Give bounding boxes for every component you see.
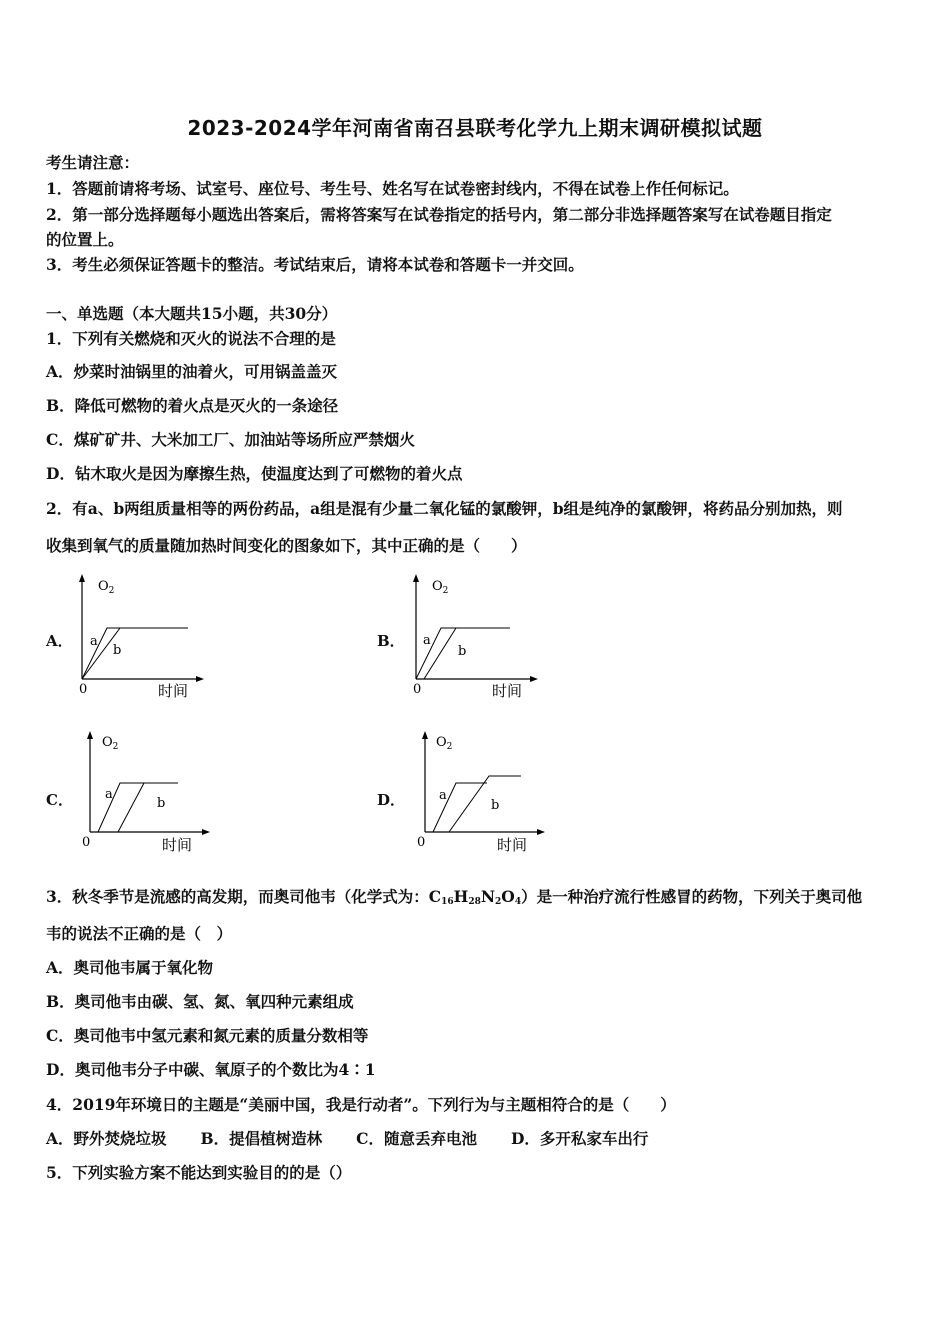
origin-label: 0 [413, 682, 422, 697]
graph-c-option-label: C． [46, 791, 73, 809]
curve-b-label: b [113, 643, 122, 658]
curve-a-label: a [90, 634, 98, 649]
question-3-option: B．奥司他韦由碳、氢、氮、氧四种元素组成 [46, 992, 354, 1011]
origin-label: 0 [417, 835, 426, 850]
question-1-option: D．钻木取火是因为摩擦生热，使温度达到了可燃物的着火点 [46, 464, 463, 483]
x-axis-arrow [537, 829, 545, 835]
y-axis-arrow [79, 574, 85, 582]
question-5-stem: 5．下列实验方案不能达到实验目的的是（） [46, 1163, 352, 1182]
graph-b-svg [404, 572, 554, 702]
y-label: $O_2$ [432, 579, 449, 596]
question-3-option: D．奥司他韦分子中碳、氧原子的个数比为4∶1 [46, 1060, 376, 1079]
curve-a-label: a [105, 787, 113, 802]
curve-a [82, 628, 188, 679]
graph-d-svg [413, 729, 563, 859]
question-4-option: D．多开私家车出行 [510, 1129, 649, 1148]
question-1-stem: 1．下列有关燃烧和灭火的说法不合理的是 [46, 329, 336, 348]
curve-a-label: a [423, 633, 431, 648]
question-2-stem: 收集到氧气的质量随加热时间变化的图象如下，其中正确的是（ ） [46, 536, 527, 555]
x-axis-arrow [202, 829, 210, 835]
question-3-stem: 3．秋冬季节是流感的高发期，而奥司他韦（化学式为：$C_{16}H_{28}N_2O_4$）是一种治疗流行性感冒的药物，下列关于奥司他 [46, 887, 863, 907]
question-4-option: A．野外焚烧垃圾 [46, 1129, 167, 1148]
x-label: 时间 [158, 682, 189, 700]
graph-a [70, 572, 220, 706]
chemical-formula: $C_{16}H_{28}N_2O_4$ [428, 887, 522, 907]
x-label: 时间 [162, 836, 193, 854]
x-axis-arrow [530, 676, 538, 682]
question-3-stem: 韦的说法不正确的是（ ） [46, 924, 233, 943]
curve-a-label: a [439, 788, 447, 803]
graph-b [404, 572, 554, 706]
y-label: $O_2$ [436, 735, 453, 752]
curve-b-label: b [458, 644, 467, 659]
graph-b-option-label: B． [377, 632, 405, 650]
curve-b-label: b [157, 796, 166, 811]
y-axis-arrow [422, 731, 428, 739]
graph-a-option-label: A． [46, 632, 73, 650]
notice-item: 2．第一部分选择题每小题选出答案后，需将答案写在试卷指定的括号内，第二部分非选择题答案写在试卷题目指定 [46, 205, 832, 224]
graph-a-svg [70, 572, 220, 702]
notice-item: 1．答题前请将考场、试室号、座位号、考生号、姓名写在试卷密封线内，不得在试卷上作任何标记。 [46, 179, 739, 198]
y-label: $O_2$ [98, 579, 115, 596]
question-1-option: B．降低可燃物的着火点是灭火的一条途径 [46, 396, 339, 415]
x-axis-arrow [196, 676, 204, 682]
graph-d [413, 729, 563, 863]
y-axis-arrow [87, 731, 93, 739]
graph-d-option-label: D． [377, 791, 406, 809]
curve-b-label: b [491, 798, 500, 813]
curve-b [449, 776, 521, 832]
graph-c-svg [78, 729, 228, 859]
page-title: 2023-2024学年河南省南召县联考化学九上期末调研模拟试题 [187, 116, 763, 140]
x-label: 时间 [492, 682, 523, 700]
question-1-option: C．煤矿矿井、大米加工厂、加油站等场所应严禁烟火 [46, 430, 415, 449]
question-4-options [46, 1127, 682, 1149]
notice-item: 的位置上。 [46, 230, 124, 249]
y-label: $O_2$ [102, 735, 119, 752]
notice-item: 3．考生必须保证答题卡的整洁。考试结束后，请将本试卷和答题卡一并交回。 [46, 255, 584, 274]
origin-label: 0 [82, 835, 91, 850]
section-heading: 一、单选题（本大题共15小题，共30分） [46, 304, 338, 323]
question-4-option: C．随意丢弃电池 [356, 1129, 477, 1148]
curve-b [118, 783, 144, 832]
question-4-stem: 4．2019年环境日的主题是“美丽中国，我是行动者”。下列行为与主题相符合的是（ ） [46, 1095, 676, 1114]
question-2-stem: 2．有a、b两组质量相等的两份药品，a组是混有少量二氧化锰的氯酸钾，b组是纯净的氯酸钾，将药品分别加热，则 [46, 499, 843, 518]
question-1-option: A．炒菜时油锅里的油着火，可用锅盖盖灭 [46, 362, 338, 381]
question-3-option: A．奥司他韦属于氧化物 [46, 958, 214, 977]
origin-label: 0 [79, 682, 88, 697]
question-3-option: C．奥司他韦中氢元素和氮元素的质量分数相等 [46, 1026, 369, 1045]
graph-c [78, 729, 228, 863]
notice-heading: 考生请注意： [46, 153, 140, 172]
x-label: 时间 [497, 836, 528, 854]
y-axis-arrow [413, 574, 419, 582]
question-4-option: B．提倡植树造林 [200, 1129, 323, 1148]
